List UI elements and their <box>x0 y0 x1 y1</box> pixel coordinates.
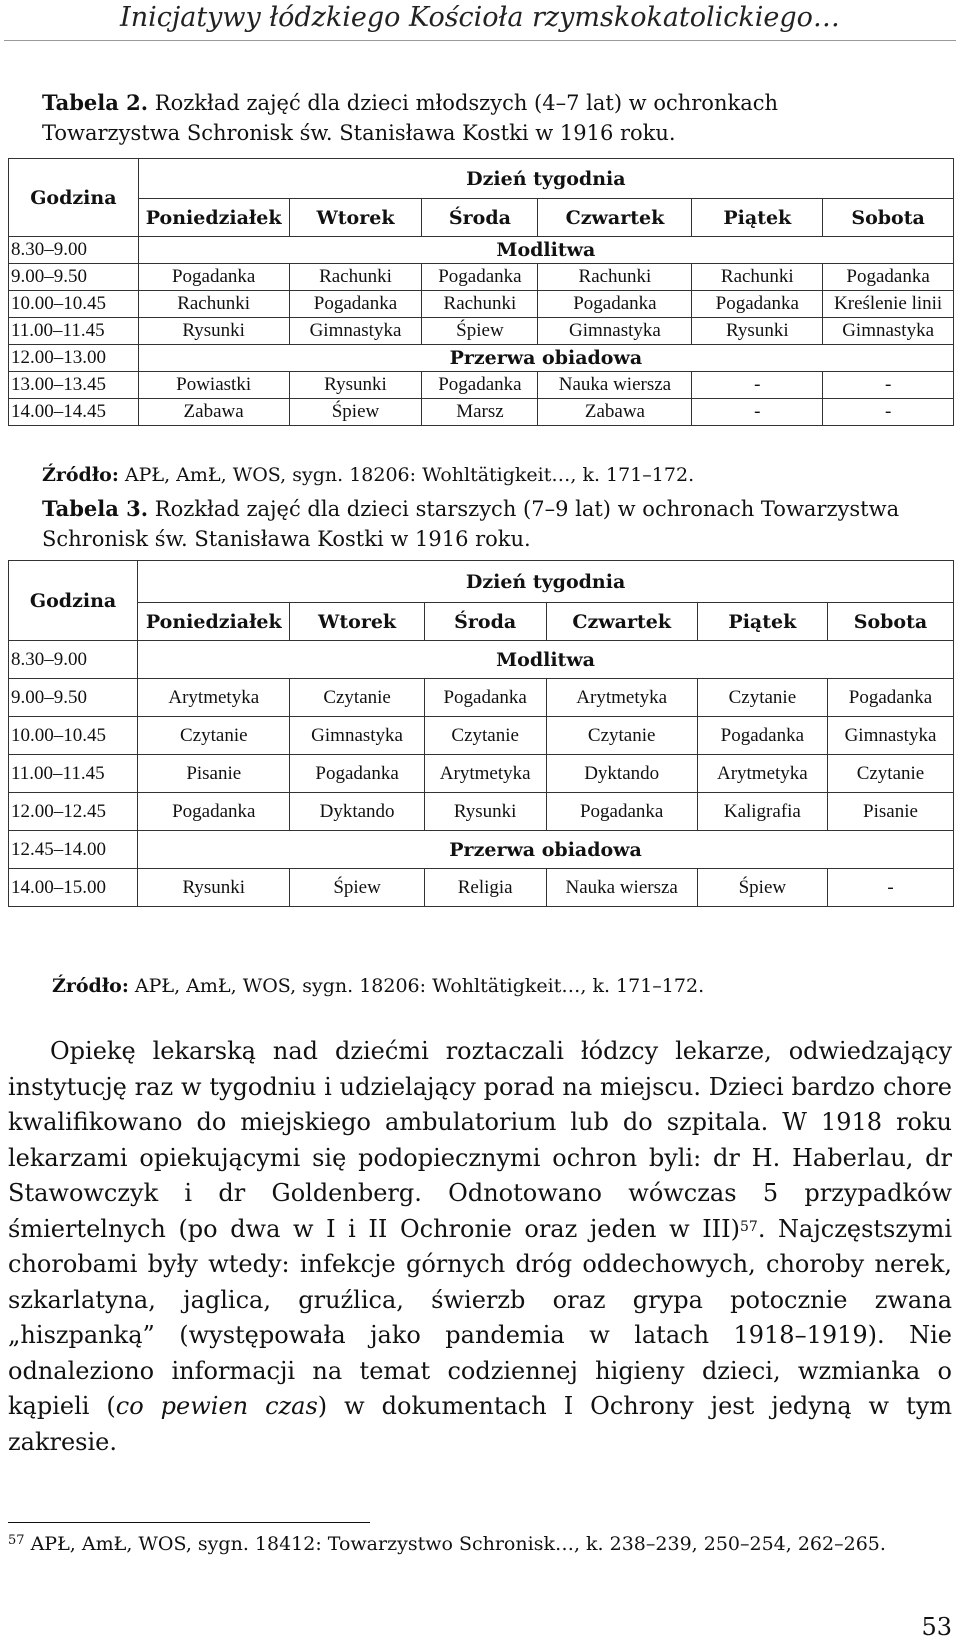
paragraph-text-3: ) w dokumentach I Ochrony jest jedyną w tym zakresie. <box>8 1392 953 1456</box>
table-cell: Kaligrafia <box>697 793 827 831</box>
table-3-caption-label: Tabela 3. <box>42 496 149 521</box>
table-cell: Dyktando <box>290 793 424 831</box>
footnote-rule <box>8 1522 370 1523</box>
table-cell: Czytanie <box>697 679 827 717</box>
table-cell: Pogadanka <box>823 264 954 291</box>
table-3-day-monday: Poniedziałek <box>138 603 290 641</box>
table-cell: Rachunki <box>422 291 538 318</box>
time-cell: 11.00–11.45 <box>9 755 138 793</box>
table-cell: Pogadanka <box>697 717 827 755</box>
table-cell: Marsz <box>422 399 538 426</box>
table-cell: Rysunki <box>424 793 546 831</box>
table-cell: Pogadanka <box>422 372 538 399</box>
table-cell: Śpiew <box>697 869 827 907</box>
table-3-source <box>52 973 704 999</box>
table-cell: - <box>827 869 953 907</box>
time-cell: 9.00–9.50 <box>9 679 138 717</box>
table-cell: Pisanie <box>138 755 290 793</box>
footnote-text: APŁ, AmŁ, WOS, sygn. 18412: Towarzystwo Schronisk…, k. 238–239, 250–254, 262–265. <box>24 1533 886 1555</box>
table-cell: Gimnastyka <box>823 318 954 345</box>
table-cell: Pogadanka <box>538 291 692 318</box>
table-row <box>9 372 954 399</box>
paragraph-text-1: Opiekę lekarską nad dziećmi roztaczali łódzcy lekarze, odwiedzający instytucję raz w tygodniu i udzielający porad na miejscu. Dzieci bardzo chore kwalifikowano do miejskiego ambulatorium lub do szpitala. W 1918 roku lekarzami opiekującymi się podopiecznymi ochron byli: dr H. Haberlau, dr Stawowczyk i dr Goldenberg. Odnotowano wówczas 5 przypadków śmiertelnych (po dwa w I i II Ochronie oraz jeden w III) <box>8 1037 952 1243</box>
table-cell: Zabawa <box>538 399 692 426</box>
table-row <box>9 869 954 907</box>
page-number: 53 <box>921 1613 952 1641</box>
table-2-header-day: Dzień tygodnia <box>138 159 953 199</box>
table-2-source-text: APŁ, AmŁ, WOS, sygn. 18206: Wohltätigkeit…, k. 171–172. <box>118 464 695 486</box>
time-cell: 8.30–9.00 <box>9 237 139 264</box>
table-cell: Rachunki <box>692 264 823 291</box>
merged-cell: Przerwa obiadowa <box>138 345 953 372</box>
table-row <box>9 717 954 755</box>
merged-cell: Modlitwa <box>138 641 954 679</box>
table-cell: Arytmetyka <box>138 679 290 717</box>
table-row <box>9 831 954 869</box>
table-cell: Pogadanka <box>827 679 953 717</box>
table-cell: Pogadanka <box>424 679 546 717</box>
table-cell: Rachunki <box>538 264 692 291</box>
time-cell: 8.30–9.00 <box>9 641 138 679</box>
body-paragraph <box>8 1034 952 1460</box>
time-cell: 10.00–10.45 <box>9 717 138 755</box>
table-2-header-time: Godzina <box>9 159 139 237</box>
table-3-day-thursday: Czwartek <box>546 603 697 641</box>
paragraph-text-2: . Najczęstszymi chorobami były wtedy: infekcje górnych dróg oddechowych, choroby nerek, szkarlatyna, jaglica, gruźlica, świerzb oraz grypa potocznie zwana „hiszpanką” (występowała jako pandemia w latach 1918–1919). Nie odnaleziono informacji na temat codziennej higieny dzieci, wzmianka o kąpieli ( <box>8 1214 952 1420</box>
table-row <box>9 679 954 717</box>
header-rule <box>4 40 956 41</box>
table-cell: Pogadanka <box>422 264 538 291</box>
table-cell: Pogadanka <box>289 291 422 318</box>
footnote-57 <box>8 1530 952 1558</box>
table-cell: Gimnastyka <box>290 717 424 755</box>
table-cell: Arytmetyka <box>546 679 697 717</box>
table-cell: Religia <box>424 869 546 907</box>
table-2-caption-text: Rozkład zajęć dla dzieci młodszych (4–7 lat) w ochronkach Towarzystwa Schronisk św. Stanisława Kostki w 1916 roku. <box>42 91 779 145</box>
paragraph-italic: co pewien czas <box>115 1392 318 1420</box>
table-row <box>9 755 954 793</box>
table-cell: Śpiew <box>290 869 424 907</box>
table-2-day-thursday: Czwartek <box>538 199 692 237</box>
table-cell: Zabawa <box>138 399 289 426</box>
table-row <box>9 237 954 264</box>
table-cell: Kreślenie linii <box>823 291 954 318</box>
table-3-header-time: Godzina <box>9 561 138 641</box>
table-3-schedule <box>8 560 954 907</box>
table-row <box>9 291 954 318</box>
table-cell: Nauka wiersza <box>546 869 697 907</box>
table-cell: Pogadanka <box>290 755 424 793</box>
table-cell: Rachunki <box>289 264 422 291</box>
table-3-day-saturday: Sobota <box>827 603 953 641</box>
table-2-day-friday: Piątek <box>692 199 823 237</box>
table-cell: - <box>823 372 954 399</box>
table-2-day-saturday: Sobota <box>823 199 954 237</box>
table-cell: Gimnastyka <box>538 318 692 345</box>
table-cell: Powiastki <box>138 372 289 399</box>
table-cell: Czytanie <box>138 717 290 755</box>
table-3-source-text: APŁ, AmŁ, WOS, sygn. 18206: Wohltätigkeit…, k. 171–172. <box>128 975 705 997</box>
footnote-ref-57[interactable]: 57 <box>740 1218 758 1235</box>
time-cell: 12.45–14.00 <box>9 831 138 869</box>
table-row <box>9 264 954 291</box>
table-2-day-monday: Poniedziałek <box>138 199 289 237</box>
table-2-source <box>42 462 694 488</box>
table-3-caption-text: Rozkład zajęć dla dzieci starszych (7–9 lat) w ochronach Towarzystwa Schronisk św. Stanisława Kostki w 1916 roku. <box>42 497 900 551</box>
table-3-header-day: Dzień tygodnia <box>138 561 954 603</box>
table-row <box>9 399 954 426</box>
table-row <box>9 793 954 831</box>
table-3-source-label: Źródło: <box>52 975 129 997</box>
table-cell: Czytanie <box>424 717 546 755</box>
footnote-number: 57 <box>8 1533 25 1548</box>
table-2-caption <box>42 88 922 148</box>
time-cell: 14.00–15.00 <box>9 869 138 907</box>
table-row <box>9 318 954 345</box>
table-cell: - <box>692 372 823 399</box>
table-3-day-wednesday: Środa <box>424 603 546 641</box>
table-cell: Rysunki <box>138 869 290 907</box>
table-cell: Pogadanka <box>138 264 289 291</box>
time-cell: 12.00–12.45 <box>9 793 138 831</box>
time-cell: 9.00–9.50 <box>9 264 139 291</box>
table-cell: Czytanie <box>546 717 697 755</box>
table-3-day-friday: Piątek <box>697 603 827 641</box>
running-head: Inicjatywy łódzkiego Kościoła rzymskokatolickiego… <box>120 2 840 33</box>
table-cell: Śpiew <box>422 318 538 345</box>
table-cell: Czytanie <box>290 679 424 717</box>
table-cell: Rysunki <box>289 372 422 399</box>
table-cell: - <box>823 399 954 426</box>
table-cell: Rachunki <box>138 291 289 318</box>
table-cell: Rysunki <box>138 318 289 345</box>
time-cell: 14.00–14.45 <box>9 399 139 426</box>
merged-cell: Modlitwa <box>138 237 953 264</box>
time-cell: 13.00–13.45 <box>9 372 139 399</box>
table-cell: Pogadanka <box>692 291 823 318</box>
time-cell: 12.00–13.00 <box>9 345 139 372</box>
table-2-source-label: Źródło: <box>42 464 119 486</box>
table-cell: Arytmetyka <box>424 755 546 793</box>
table-2-caption-label: Tabela 2. <box>42 90 149 115</box>
table-cell: Pogadanka <box>138 793 290 831</box>
table-cell: Śpiew <box>289 399 422 426</box>
table-cell: Gimnastyka <box>289 318 422 345</box>
table-cell: - <box>692 399 823 426</box>
merged-cell: Przerwa obiadowa <box>138 831 954 869</box>
time-cell: 11.00–11.45 <box>9 318 139 345</box>
table-2-day-wednesday: Środa <box>422 199 538 237</box>
table-cell: Arytmetyka <box>697 755 827 793</box>
table-cell: Rysunki <box>692 318 823 345</box>
table-cell: Czytanie <box>827 755 953 793</box>
table-3-caption <box>42 494 922 554</box>
table-2-day-tuesday: Wtorek <box>289 199 422 237</box>
table-cell: Gimnastyka <box>827 717 953 755</box>
table-row <box>9 345 954 372</box>
table-2-schedule <box>8 158 954 426</box>
table-3-day-tuesday: Wtorek <box>290 603 424 641</box>
table-cell: Nauka wiersza <box>538 372 692 399</box>
time-cell: 10.00–10.45 <box>9 291 139 318</box>
table-cell: Pisanie <box>827 793 953 831</box>
table-row <box>9 641 954 679</box>
table-cell: Pogadanka <box>546 793 697 831</box>
table-cell: Dyktando <box>546 755 697 793</box>
